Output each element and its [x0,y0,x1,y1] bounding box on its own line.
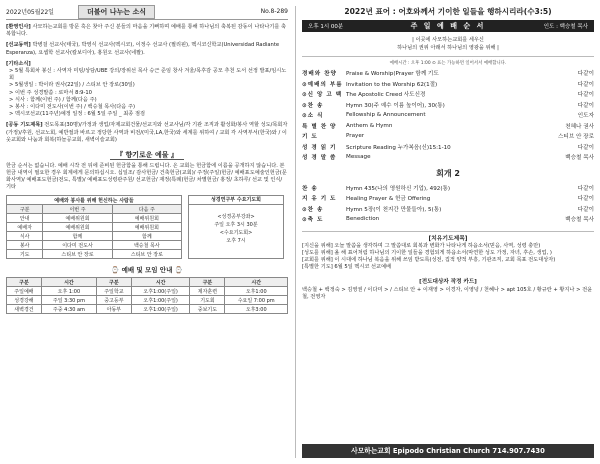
bible-study-line: 주일 오후 3시 30분 [214,222,258,229]
mission-text: 박병걸 선교사(태국), 박영식 선교사(멕시코), 이정수 선교사 (필리핀), 멕시코신학교(Universidad Radiante Esperanza), 요셉학 선교사(칼보디아), 홍원오 선교사(네팔). [6,42,280,56]
mission-heading: [선교동역] [6,42,31,49]
list-item: 찬 송 Hymn 435(나의 영원하신 기업), 492(통) 다같이 [302,185,594,192]
welcome-section [6,24,288,38]
list-item: > 식사 : 함께(이번 주) / 함께(다음 주) [9,96,97,103]
worship-schedule-title: ⌚ 예배 및 모임 안내 ⌚ [111,266,183,275]
evangelism-heading: [전도대상자 작정 카드] [419,278,477,285]
list-item: ⊙찬 송 Hymn 5장(이 천지간 만물들아), 5(통) 다같이 [302,206,594,213]
list-item: 특 별 찬 양 Anthem & Hymn 천혜나 권사 [302,122,594,130]
table-row: 기도 스티브 안 장로 스티브 안 장로 [7,250,182,259]
table-row: 봉사 이다미 전도사 백승철 목사 [7,241,182,250]
praise-title: 『 향기로운 예물 』 [6,150,288,160]
table-row: 안내 예배위원회 예배위원회 [7,214,182,223]
list-item: ⊙신 앙 고 백 The Apostolic Creed 사도신경 다같이 [302,92,594,99]
prayer-line: [지신을 위해] 오늘 말씀을 생각하며 그 말씀대로 회복과 변화가 나타나게 하옵소서(믿음, 사역, 성령 충만) [302,242,541,249]
column-header: 시간 [131,278,190,287]
etc-heading: [기타소식] [6,60,31,67]
bible-study-header: 성경연구부 수요기도회 [189,196,283,205]
worship-schedule-table [6,277,288,314]
news-title: 더불어 나누는 소식 [78,5,155,19]
table-row: 주일예배 오후 1:00 주일학교 오후1:00(주일) 제자훈련 오후1:00 [7,287,288,296]
bible-study-line: 오후 7시 [226,238,246,245]
list-item: 성 경 말 씀 Message 백승철 목사 [302,154,594,162]
bible-study-line: <성경공부강좌> [217,214,255,221]
bible-study-box [188,195,284,259]
sermon-title: 회개 2 [436,168,460,178]
welcome-text: 사모하는교회를 방문 혹은 찾아 주신 분들의 마음을 기뻐하며 예배를 통해 하나님의 축복된 감동이 나타나기를 축복합니다. [6,24,287,38]
service-boxes [6,195,288,259]
prayer-line: [특별한 기도] 6월 5일 멕시코 선교예배 [302,264,392,271]
list-item: > 봉사 : 이다미 전도사(이번 주) / 백승철 목사(다음 주) [9,104,135,111]
church-footer: 사모하는교회 Epipodo Christian Church 714.907.7430 [302,444,594,458]
service-leader: 인도 : 백승철 목사 [543,24,588,30]
clock-icon: ⌚ [174,266,183,275]
column-header: 시간 [41,278,96,287]
list-item: ⊙예배의 부름 Invitation to the Worship 62(1절) 다같이 [302,81,594,88]
welcome-heading: [환영인사] [6,24,31,30]
column-header: 구분 [7,205,43,214]
list-item: ⊙찬 송 Hymn 30(주 예수 이름 높이어), 30(통) 다같이 [302,102,594,109]
praise-text: 한금 순서는 없습니다. 예배 시작 전 뒤에 준비된 헌금함을 통해 드립니다. 온 교회는 헌금함에 이름을 공개하지 않습니다. 본 헌금 내역이 필요한 경우 회계에게 문의하십시오. 십일조/ 감사헌금/ 건축헌금(교회)/ 주정(주일)헌금/ 예배표도예술인헌금(문화사역)/ 예배표도헌금(전도, 특별)/ 예배표도성령관주원/ 선교헌금/ 재정(특례)헌금/ 차별헌금/ 홍정/ 초하루/ 선교 및 인식/ 기타 [6,163,287,191]
list-item: > 이번 주 성경말씀 : 로마서 8:9-10 [9,89,92,96]
list-item: > 5월 특회차 봉신 : 사역자 미팅/상담/UBE 강의/장위선 목사 승근 준임 창사 겨울/목후감 공모 추천 도서 선정 발표/임시노회 [9,68,287,82]
service-table [6,195,182,259]
list-item: ⊙축 도 Benediction 백승철 목사 [302,216,594,224]
column-header: 시간 [225,278,288,287]
bible-study-line: <수요기도회> [219,230,253,237]
standing-note: 예배시간 : 오후 1:00 ⊙ 표는 가능하면 일어서서 예배합니다. [389,61,507,66]
table-row: 예배자 예배위원회 예배위원회 [7,223,182,232]
column-header: 다음 주 [112,205,181,214]
clock-icon: ⌚ [111,266,120,275]
prayer-line: [성도를 위해] 올 해 표어처럼 하나님의 기이한 일들을 경험되게 하옵소서(막연한 성도 가정, 자녀, 후손, 생업, ) [302,249,552,256]
column-header: 구분 [190,278,225,287]
bulletin-date: 2022년05월22일 [6,9,54,16]
table-row: 새벽경건 주중 4:30 am 아동부 오후1:00(주일) 중보기도 오후3:00 [7,305,288,314]
healing-prayer-box [302,231,594,272]
news-header [6,4,288,20]
mission-section [6,42,288,56]
invocation-text: | 이곳에 사모하는교회를 세우신 하나님의 권위 아래서 하나님의 영광을 위해 | [302,37,594,57]
list-item: 지 유 기 도 Healing Prayer & 헌금 Offering 다같이 [302,196,594,203]
list-item: 기 도 Prayer 스티브 안 장로 [302,133,594,141]
table-row: 식사 함께 함께 [7,232,182,241]
column-header: 구분 [7,278,42,287]
order-column [302,4,594,460]
evangelism-text: 백승철 + 백정숙 > 김영권 / 이다미 > / 스티브 안 + 이재영 > 이경자, 이영녕 / 천혜나 > apt 105호 / 황규란 + 황지나 > 전윤철, 전영자 [302,286,593,300]
table-row: 성경강해 주일 3:30 pm 중고등부 오후1:00(주일) 기도회 수요일 7:00 pm [7,296,288,305]
healing-prayer-heading: [치유기도제목] [428,235,468,242]
news-column [6,4,288,460]
column-header: 구분 [96,278,131,287]
service-time: 오후 1시 00분 [308,24,344,30]
prayer-text: 전도목표(30명)/가정과 생업/자제교회건물/선교지와 선교사님/각 기관 조직과 활성화/봉사 역할 성도/목회자(가정)/후원, 선교노회, 예반절과 바르고 정당한 사역과 비전/(미국,LA,한국)와 세계를 위하여 / 교회 각 사역부서(한국)와 / 이웃교회와 나눔과 회복(하늘공교회, 새벽이슬교회) [6,122,288,143]
list-item: ⊙소 식 Fellowship & Announcement 인도자 [302,112,594,120]
etc-section [6,61,288,119]
column-divider [295,6,296,458]
list-item: > 멕시코선교(11주년)예정 일정 : 6월 5일 주일 _ 최종 점검 [9,111,145,118]
prayer-heading: [공동 기도제목] [6,122,43,129]
list-item: > 5월생일 : 박이라 권사(22일) / 스티브 안 장로(30일) [9,82,135,89]
annual-motto: 2022년 표어 : 어호와께서 기이한 일들을 행하시리라(수3:5) [344,7,552,16]
service-table-caption: 예배와 봉사를 위해 헌신하는 사람들 [7,196,182,205]
closing-order-list [302,183,594,225]
issue-number: No.8-289 [260,8,288,15]
worship-order-bar [302,20,594,32]
prayer-line: [교회를 위해] 이 시대에 하나님 복음을 위해 쓰임 받도록(성전, 집적 양적 부흥, 기관조직, 교회 목표 전도대상자) [302,257,556,264]
list-item: 성 경 읽 기 Scripture Reading 누가복음(신)15:1-10 다같이 [302,144,594,151]
column-header: 이번 주 [43,205,112,214]
list-item: 경배와 찬양 Praise & Worship(Prayer 함께 기도 다같이 [302,71,594,78]
worship-order-title: 주 일 예 배 순 서 [410,22,486,30]
worship-order-list [302,68,594,163]
prayer-section [6,122,288,144]
